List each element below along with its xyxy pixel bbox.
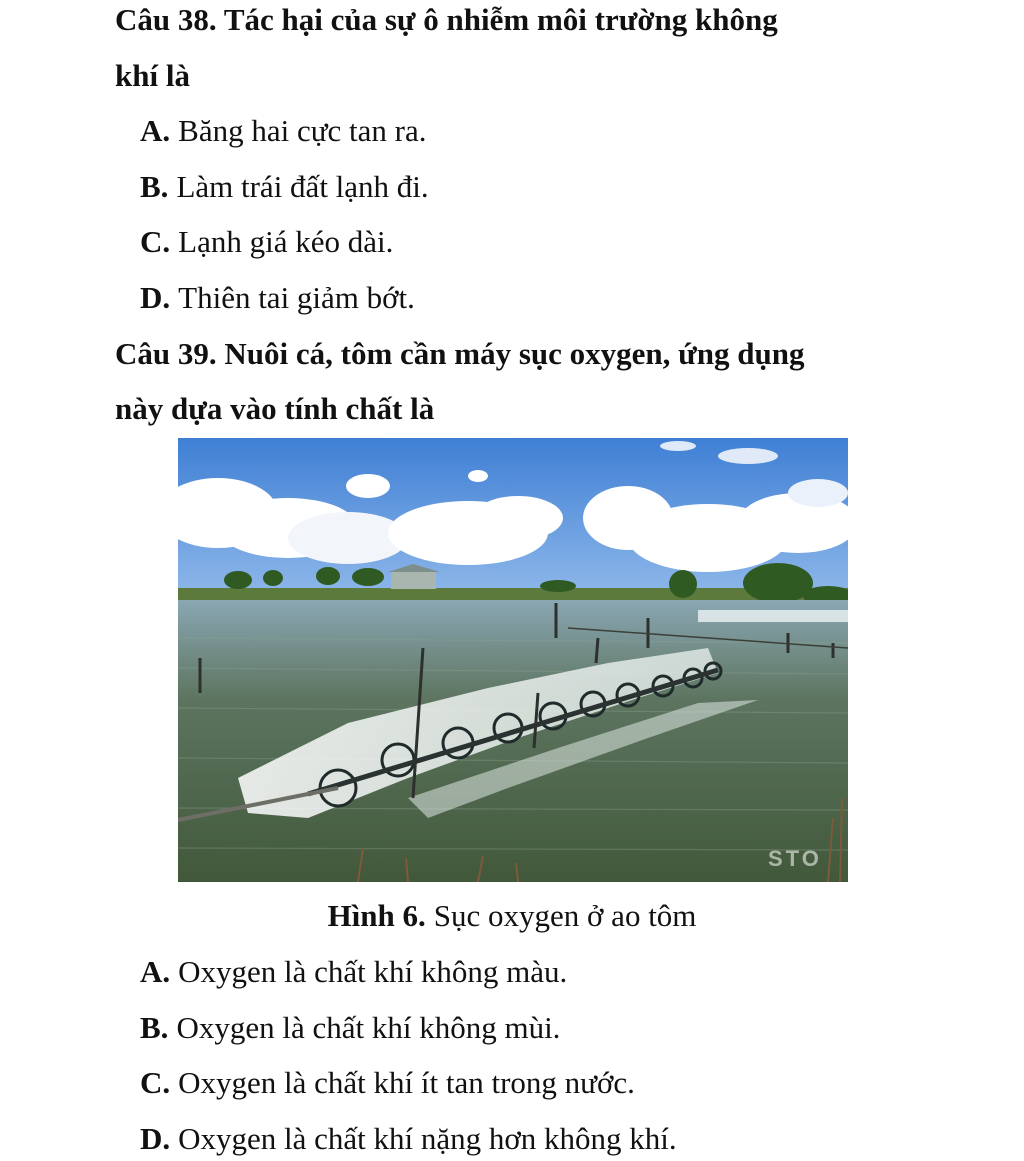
- option-text: Thiên tai giảm bớt.: [178, 280, 415, 315]
- option-letter: B.: [140, 1010, 169, 1045]
- question-39-option-c: [140, 1063, 635, 1103]
- far-aerator-foam: [698, 610, 848, 622]
- option-letter: D.: [140, 1121, 171, 1156]
- option-letter: D.: [140, 280, 171, 315]
- question-38-title-line2: khí là: [115, 58, 190, 93]
- question-38-option-d: [140, 278, 415, 318]
- option-text: Băng hai cực tan ra.: [178, 113, 427, 148]
- question-39-option-a: [140, 952, 567, 992]
- option-text: Oxygen là chất khí không màu.: [178, 954, 568, 989]
- question-39-option-b: [140, 1008, 560, 1048]
- question-38-option-b: [140, 167, 429, 207]
- option-letter: C.: [140, 224, 171, 259]
- option-letter: B.: [140, 169, 169, 204]
- option-letter: A.: [140, 954, 171, 989]
- option-letter: C.: [140, 1065, 171, 1100]
- figure-caption: [0, 896, 1024, 936]
- question-39-title-line1: Câu 39. Nuôi cá, tôm cần máy sục oxygen, ứng dụng: [115, 336, 805, 371]
- question-39-title-line2: này dựa vào tính chất là: [115, 391, 435, 426]
- option-text: Oxygen là chất khí không mùi.: [176, 1010, 561, 1045]
- option-letter: A.: [140, 113, 171, 148]
- photo-watermark: STO: [768, 846, 822, 871]
- option-text: Lạnh giá kéo dài.: [178, 224, 394, 259]
- caption-label: Hình 6.: [327, 898, 426, 933]
- question-38-option-c: [140, 222, 393, 262]
- caption-text: Sục oxygen ở ao tôm: [433, 898, 697, 933]
- option-text: Oxygen là chất khí nặng hơn không khí.: [178, 1121, 677, 1156]
- question-39-option-d: [140, 1119, 677, 1159]
- question-38-option-a: [140, 111, 426, 151]
- shrimp-pond-aerator-photo: [178, 438, 848, 882]
- question-38-title-line1: Câu 38. Tác hại của sự ô nhiễm môi trường không: [115, 2, 778, 37]
- option-text: Oxygen là chất khí ít tan trong nước.: [178, 1065, 635, 1100]
- option-text: Làm trái đất lạnh đi.: [176, 169, 429, 204]
